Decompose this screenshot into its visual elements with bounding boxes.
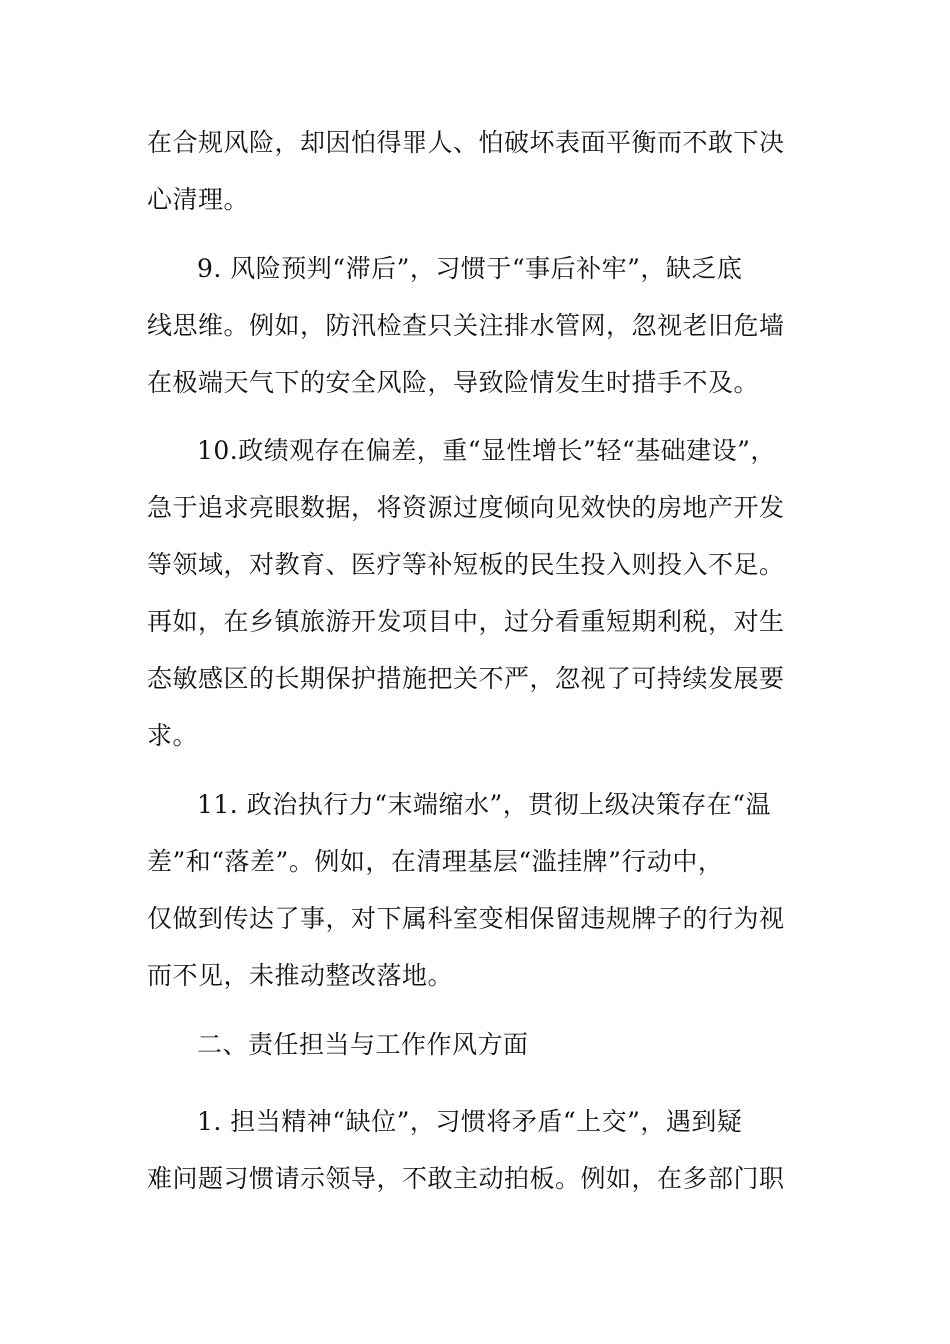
text-line: 再如，在乡镇旅游开发项目中，过分看重短期利税，对生: [147, 607, 785, 636]
text-line: 线思维。例如，防汛检查只关注排水管网，忽视老旧危墙: [147, 311, 785, 340]
text-line: 求。: [147, 721, 199, 750]
paragraph-11-first-line: 11. 政治执行力“末端缩水”，贯彻上级决策存在“温: [197, 790, 772, 819]
paragraph-1-first-line: 1. 担当精神“缺位”，习惯将矛盾“上交”，遇到疑: [197, 1107, 743, 1136]
text-line: 急于追求亮眼数据，将资源过度倾向见效快的房地产开发: [147, 493, 785, 522]
paragraph-10-first-line: 10.政绩观存在偏差，重“显性增长”轻“基础建设”，: [197, 436, 776, 465]
section-heading: 二、责任担当与工作作风方面: [197, 1030, 529, 1059]
text-line: 心清理。: [147, 185, 250, 214]
paragraph-9-first-line: 9. 风险预判“滞后”，习惯于“事后补牢”，缺乏底: [197, 254, 743, 283]
text-line: 等领域，对教育、医疗等补短板的民生投入则投入不足。: [147, 550, 785, 579]
text-line: 仅做到传达了事，对下属科室变相保留违规牌子的行为视: [147, 904, 785, 933]
text-line: 差”和“落差”。例如，在清理基层“滥挂牌”行动中，: [147, 847, 724, 876]
text-line: 难问题习惯请示领导，不敢主动拍板。例如，在多部门职: [147, 1164, 785, 1193]
text-line: 态敏感区的长期保护措施把关不严，忽视了可持续发展要: [147, 664, 785, 693]
text-line: 而不见，未推动整改落地。: [147, 961, 454, 990]
text-line: 在极端天气下的安全风险，导致险情发生时措手不及。: [147, 368, 760, 397]
text-line: 在合规风险，却因怕得罪人、怕破坏表面平衡而不敢下决: [147, 128, 785, 157]
